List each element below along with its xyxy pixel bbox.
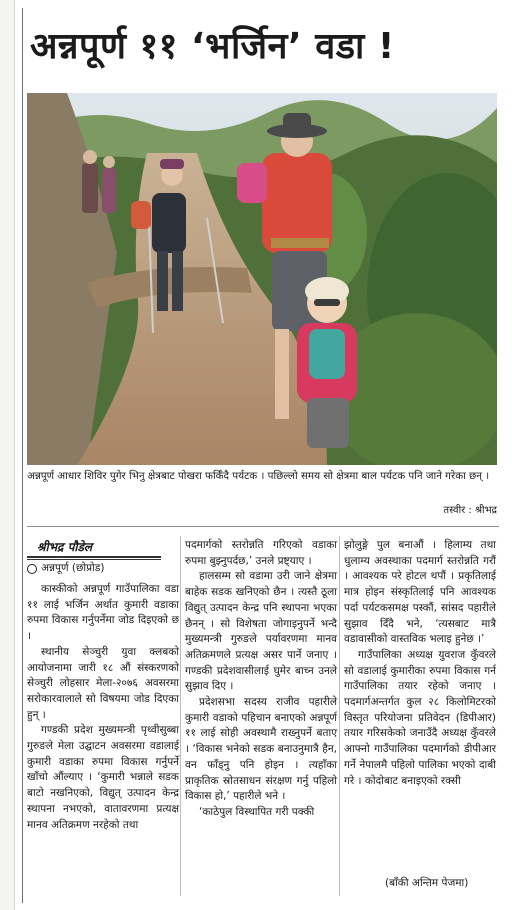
dateline-text: अन्नपूर्ण (छोप्रोड) bbox=[41, 562, 105, 574]
dateline bbox=[27, 561, 104, 576]
article-column-3 bbox=[344, 538, 496, 789]
page-edge bbox=[0, 0, 15, 910]
byline-rule bbox=[27, 556, 161, 558]
photo-caption: अन्नपूर्ण आधार शिविर पुगेर भिनु क्षेत्रबाट पोखरा फर्किँदै पर्यटक । पछिल्लो समय सो क्षेत्रमा बाल पर्यटक पनि जाने गरेका छन् । bbox=[27, 470, 490, 482]
byline-rule bbox=[27, 559, 161, 560]
photo-credit: तस्वीर : श्रीभद्र bbox=[443, 505, 497, 516]
trekking-photo bbox=[27, 93, 497, 465]
paragraph: गण्डकी प्रदेश मुख्यमन्त्री पृथ्वीसुब्बा गुरुङले मेला उद्घाटन अवसरमा वडालाई कुमारी वडाका रुपमा विकास गर्नुपर्ने खाँचो औंल्याए । ‘कुमारी भन्नाले सडक बाटो नखनिएको, विद्युत् उत्पादन केन्द्र स्थापना नभएको, वातावरणमा प्रत्यक्ष मानव अतिक्रमण नरहेको तथा bbox=[27, 724, 179, 831]
paragraph: ‘काठेपुल विस्थापित गरी पक्की bbox=[199, 805, 315, 818]
byline: श्रीभद्र पौडेल bbox=[37, 540, 93, 554]
headline: अन्नपूर्ण ११ ‘भर्जिन’ वडा ! bbox=[30, 26, 395, 67]
column-divider bbox=[339, 536, 340, 896]
paragraph: हालसम्म सो वडामा उरी जाने क्षेत्रमा बाहेक सडक खनिएको छैन । त्यस्तै ठूला विद्युत् उत्पादन केन्द्र पनि स्थापना भएका छैनन् । सो विशेषता जोगाइनुपर्ने भन्दै मुख्यमन्त्री गुरुङले पर्यावरणमा मानव अतिक्रमणले प्रत्यक्ष असर पार्ने जनाए । गण्डकी प्रदेशवासीलाई घुमेर बाच्न उनले सुझाव दिए । bbox=[185, 570, 337, 693]
paragraph: गाउँपालिका अध्यक्ष युवराज कुँवरले सो वडालाई कुमारीका रुपमा विकास गर्न गाउँपालिका तयार रहेको जनाए । पदमार्गअन्तर्गत कुल २८ किलोमिटरको विस्तृत परियोजना प्रतिवेदन (डिपीआर) तयार गरिसकेको जनाउँदै अध्यक्ष कुँवरले आफ्नो गाउँपालिका पदमार्गको डीपीआर गर्ने नेपालमै पहिलो पालिका भएको दाबी गरे । कोदोबाट बनाइएको रक्सी bbox=[344, 648, 496, 787]
paragraph: कास्कीको अन्नपूर्ण गाउँपालिका वडा ११ लाई भर्जिन अर्थात कुमारी वडाका रुपमा विकास गर्नुपर्नेमा जोड दिइएको छ । bbox=[27, 583, 179, 643]
article-column-2 bbox=[185, 538, 337, 821]
column-divider bbox=[180, 536, 181, 896]
article-column-1 bbox=[27, 582, 179, 833]
paragraph: प्रदेशसभा सदस्य राजीव पहारीले कुमारी वडाको पहिचान बनाएको अन्नपूर्ण ११ लाई सोही अवस्थामै राख्नुपर्ने बताए । ‘विकास भनेको सडक बनाउनुमात्रै हैन, वन फाँड्नु पनि होइन । त्यहाँका प्राकृतिक स्रोतसाधन संरक्षण गर्नु पहिलो विकास हो,’ पहारीले भने । bbox=[185, 696, 337, 803]
margin-rule bbox=[22, 8, 23, 903]
circle-icon bbox=[27, 564, 37, 574]
paragraph: स्थानीय सेञ्चुरी युवा क्लबको आयोजनामा जारी १८ औं संस्करणको सेञ्चुरी लोहसार मेला-२०७६ अवसरमा सरोकारवालाले सो विषयमा जोड दिएका हुन् । bbox=[27, 645, 179, 721]
section-divider bbox=[27, 526, 499, 527]
paragraph: पदमार्गको स्तरोन्नति गरिएको वडाका रुपमा बुझ्नुपर्दछ,’ उनले प्रष्ट्याए । bbox=[185, 539, 337, 567]
paragraph: झोलुङ्गे पुल बनाऔं । हिलाम्य तथा धुलाम्य अवस्थाका पदमार्ग स्तरोन्नति गरौं । आवश्यक परे होटल थपौं । प्रकृतिलाई मात्र होइन संस्कृतिलाई पनि आवश्यक पर्दा पर्यटकसमक्ष पस्कौं, सांसद पहारीले सुझाव दिँदै भने, ‘त्यसबाट मात्रै वडावासीको वास्तविक भलाइ हुनेछ ।’ bbox=[344, 539, 496, 646]
photo-illustration bbox=[27, 93, 497, 465]
continued-notice: (बाँकी अन्तिम पेजमा) bbox=[385, 877, 469, 889]
